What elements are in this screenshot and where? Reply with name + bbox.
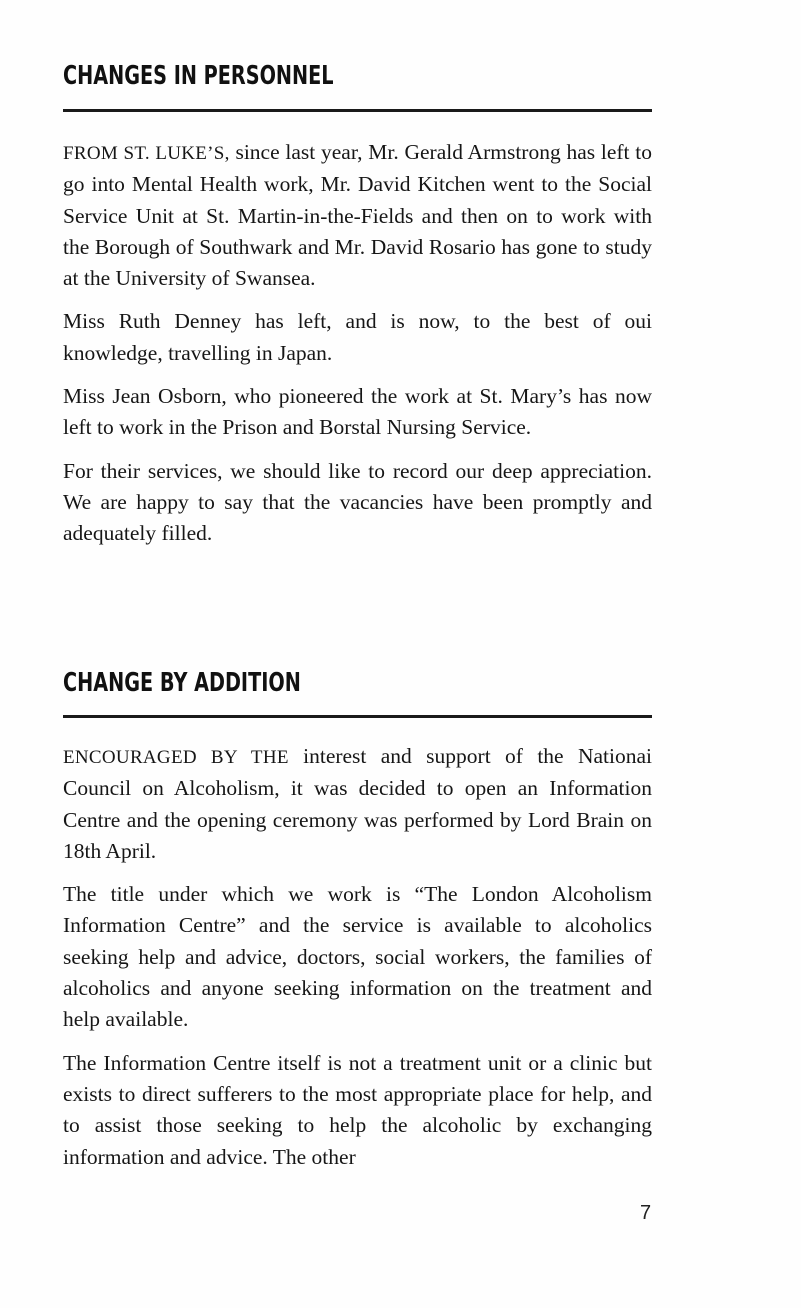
section-heading-changes-in-personnel: CHANGES IN PERSONNEL [63, 61, 334, 91]
paragraph-text: since last year, Mr. Gerald Armstrong has left to go into Mental Health work, Mr. David Kitchen went to the Social Service Unit at St. Martin-in-the-Fields and then on to work with the Borough of Southwark and Mr. David Rosario has gone to study at the University of Swansea. [63, 140, 652, 291]
paragraph-text: interest and support of the Nationai Council on Alcoholism, it was decided to open an Information Centre and the opening ceremony was performed by Lord Brain on 18th April. [63, 744, 652, 863]
lead-in-smallcaps: ENCOURAGED BY THE [63, 747, 289, 768]
paragraph [63, 137, 652, 294]
paragraph: The title under which we work is “The London Alcoholism Information Centre” and the service is available to alcoholics seeking help and advice, doctors, social workers, the families of alcoholics and anyone seeking information on the treatment and help available. [63, 882, 652, 1032]
page-number: 7 [640, 1202, 652, 1224]
paragraph: The Information Centre itself is not a treatment unit or a clinic but exists to direct sufferers to the most appropriate place for help, and to assist those seeking to help the alcoholic by exchanging information and advice. The other [63, 1050, 652, 1169]
section-body-addition [63, 741, 652, 1173]
heading-rule [63, 715, 652, 718]
lead-in-smallcaps: FROM ST. LUKE’S, [63, 143, 230, 164]
section-heading-change-by-addition: CHANGE BY ADDITION [63, 668, 301, 698]
section-body-personnel [63, 137, 652, 550]
heading-rule [63, 109, 652, 112]
paragraph: Miss Ruth Denney has left, and is now, to the best of oui knowledge, travelling in Japan. [63, 309, 652, 365]
paragraph: Miss Jean Osborn, who pioneered the work at St. Mary’s has now left to work in the Prison and Borstal Nursing Service. [63, 384, 652, 440]
paragraph [63, 741, 652, 867]
paragraph: For their services, we should like to record our deep appreciation. We are happy to say that the vacancies have been promptly and adequately filled. [63, 458, 652, 546]
